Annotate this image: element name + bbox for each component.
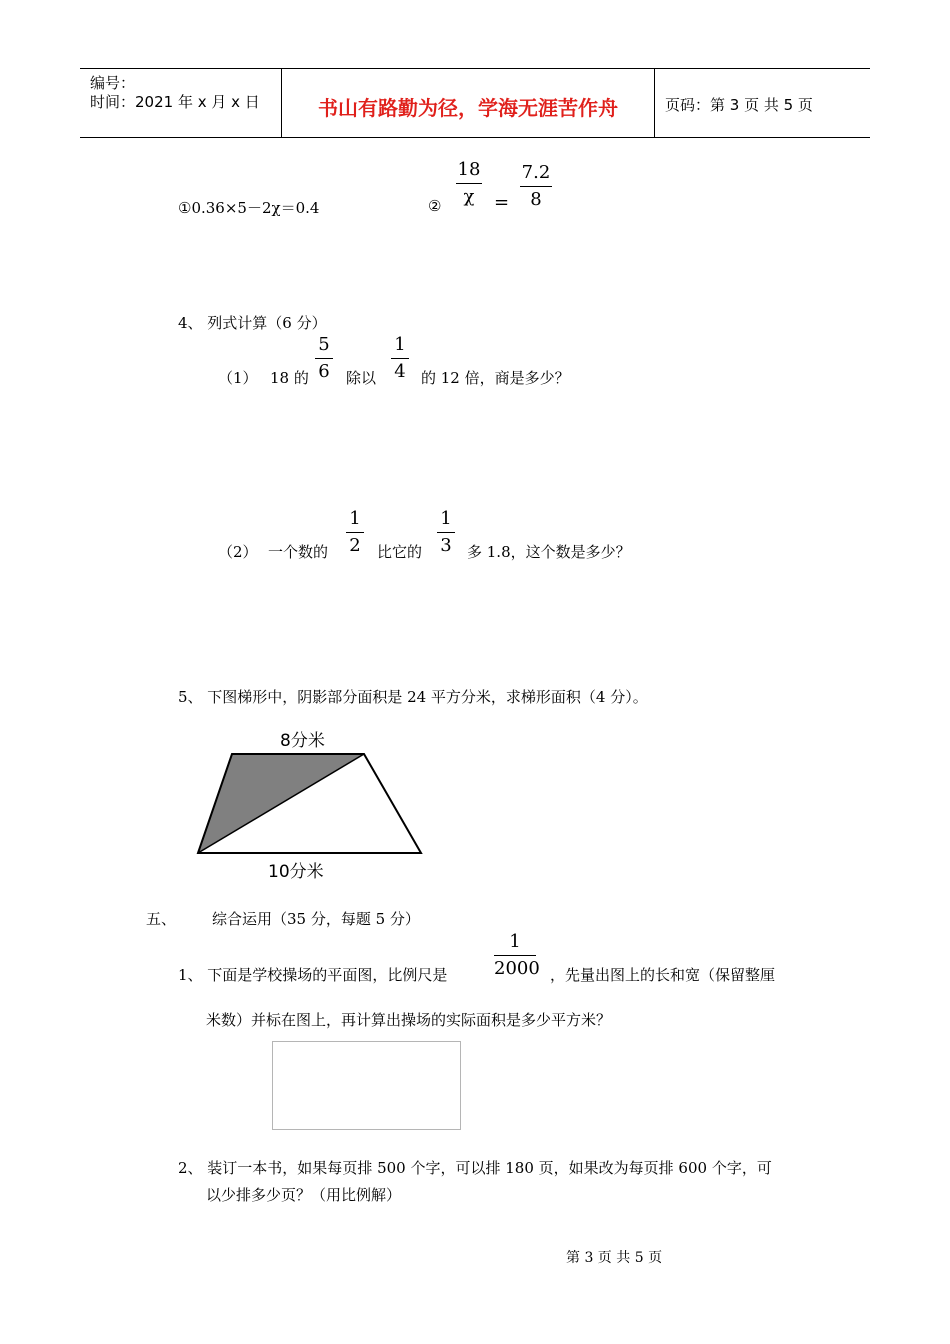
q4-p1-text-1: 18 的	[270, 369, 309, 387]
q4-p1-fraction-2	[391, 334, 409, 383]
fraction-bar	[520, 186, 552, 187]
fraction-denominator: 6	[318, 361, 330, 382]
section-5-number: 五、	[146, 910, 177, 928]
top-base-label: 8分米	[280, 731, 325, 751]
bottom-base-label: 10分米	[268, 862, 324, 882]
q4-p1-label: （1）	[218, 369, 258, 387]
q4-p2-text-1: 一个数的	[268, 543, 329, 561]
s5-q1-line1-b: ，先量出图上的长和宽（保留整厘	[550, 966, 776, 984]
time-label: 时间：2021 年 x 月 x 日	[90, 93, 260, 111]
fraction-numerator: 1	[440, 508, 452, 529]
q4-p2-fraction-1	[346, 508, 364, 557]
q4-p1-text-2: 除以	[346, 369, 377, 387]
header-divider	[654, 69, 655, 137]
fraction-denominator: 8	[530, 189, 542, 210]
q4-title: 4、 列式计算（6 分）	[178, 314, 327, 332]
section-5-heading: 综合运用（35 分，每题 5 分）	[212, 910, 420, 928]
q4-p2-fraction-2	[437, 508, 455, 557]
q4-p2-label: （2）	[218, 543, 258, 561]
s5-q2-line2: 以少排多少页？（用比例解）	[206, 1186, 402, 1204]
fraction-denominator: 4	[394, 361, 406, 382]
equation-2-equals: =	[494, 192, 510, 213]
fraction-bar	[494, 955, 536, 956]
s5-q2-line1: 2、 装订一本书，如果每页排 500 个字，可以排 180 页，如果改为每页排 600 个字，可	[178, 1159, 772, 1177]
fraction-denominator: χ	[463, 186, 475, 207]
fraction-bar	[391, 358, 409, 359]
header-motto: 书山有路勤为径，学海无涯苦作舟	[318, 96, 618, 120]
fraction-denominator: 3	[440, 535, 452, 556]
fraction-bar	[346, 532, 364, 533]
q4-p1-fraction-1	[315, 334, 333, 383]
equation-1: ①0.36×5－2χ＝0.4	[178, 199, 320, 217]
page-info: 页码：第 3 页 共 5 页	[665, 96, 813, 114]
equation-2-marker: ②	[428, 197, 442, 215]
fraction-numerator: 7.2	[521, 162, 551, 183]
fraction-numerator: 1	[509, 931, 521, 952]
serial-label: 编号：	[90, 74, 136, 92]
q4-p2-text-2: 比它的	[377, 543, 423, 561]
q4-p2-text-3: 多 1.8，这个数是多少？	[467, 543, 631, 561]
playground-plan-rectangle	[272, 1041, 461, 1130]
fraction-numerator: 18	[457, 159, 481, 180]
fraction-numerator: 5	[318, 334, 330, 355]
fraction-bar	[437, 532, 455, 533]
equation-2-left-fraction	[456, 159, 482, 208]
fraction-bar	[315, 358, 333, 359]
s5-q1-line1-a: 1、 下面是学校操场的平面图，比例尺是	[178, 966, 448, 984]
fraction-numerator: 1	[349, 508, 361, 529]
page-header	[80, 68, 870, 138]
page-footer: 第 3 页 共 5 页	[566, 1250, 663, 1266]
fraction-denominator: 2000	[494, 958, 540, 979]
s5-q1-line2: 米数）并标在图上，再计算出操场的实际面积是多少平方米？	[206, 1011, 612, 1029]
q4-p1-text-3: 的 12 倍，商是多少？	[421, 369, 570, 387]
trapezoid-figure	[190, 722, 430, 884]
fraction-bar	[456, 183, 482, 184]
fraction-numerator: 1	[394, 334, 406, 355]
scale-fraction	[494, 931, 540, 980]
equation-2-right-fraction	[520, 162, 552, 211]
q5-title: 5、 下图梯形中，阴影部分面积是 24 平方分米，求梯形面积（4 分）。	[178, 688, 648, 706]
fraction-denominator: 2	[349, 535, 361, 556]
